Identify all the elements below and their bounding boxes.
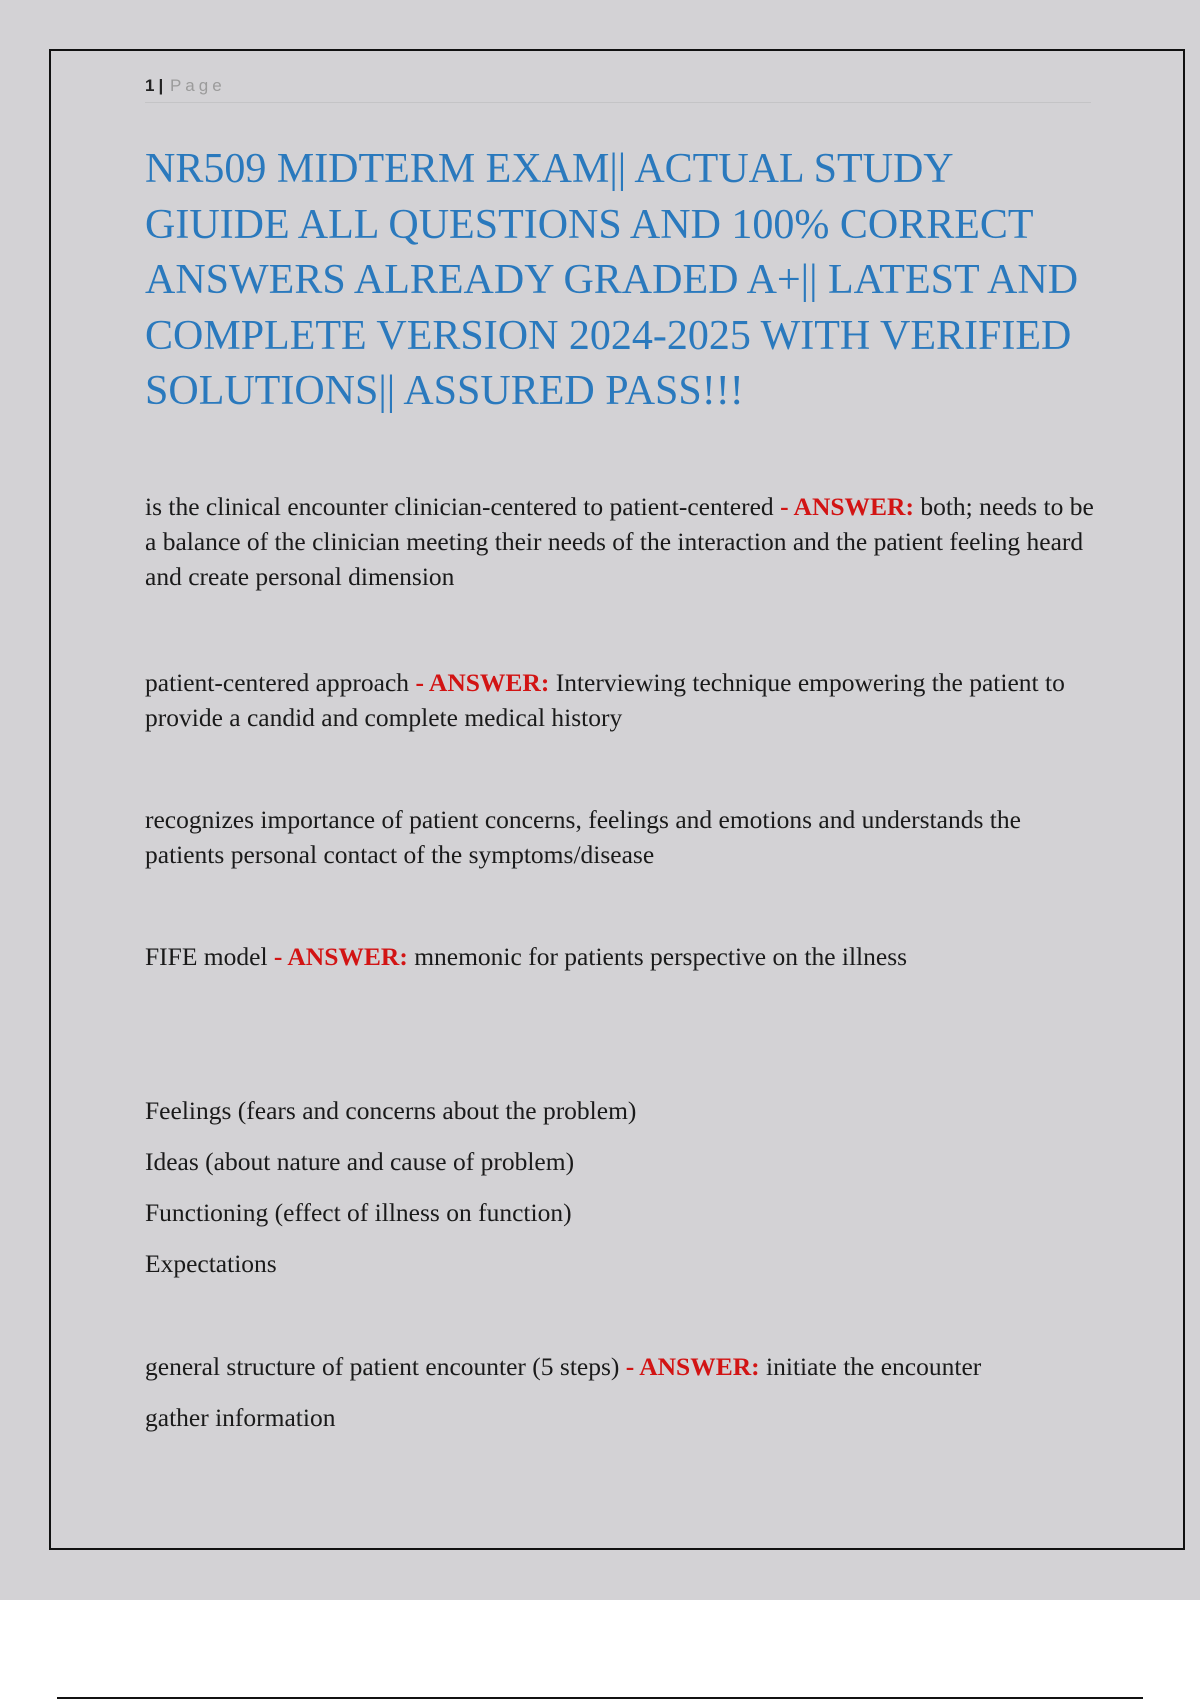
qa-item-1 — [145, 489, 1105, 594]
qa-item-4 — [145, 939, 1105, 974]
fife-list-item: Expectations — [145, 1249, 277, 1278]
answer-text: mnemonic for patients perspective on the illness — [414, 942, 908, 971]
qa-item-5 — [145, 1349, 1105, 1384]
answer-text: initiate the encounter — [766, 1352, 982, 1381]
page-separator: | — [158, 76, 164, 95]
fife-list-item: Ideas (about nature and cause of problem) — [145, 1147, 575, 1176]
page-header — [145, 74, 1091, 103]
page-label: Page — [169, 76, 226, 95]
page-number: 1 — [145, 76, 155, 95]
question-text: is the clinical encounter clinician-centered to patient-centered — [145, 492, 774, 521]
next-page-border — [57, 1697, 1143, 1699]
answer-label: - ANSWER: — [780, 492, 914, 521]
statement-text: recognizes importance of patient concerns, feelings and emotions and understands the patients personal contact of the symptoms/disease — [145, 805, 1021, 869]
answer-label: - ANSWER: — [625, 1352, 760, 1381]
answer-label: - ANSWER: — [273, 942, 408, 971]
question-text: FIFE model — [145, 942, 268, 971]
question-text: general structure of patient encounter (5 steps) — [145, 1352, 620, 1381]
qa-item-3 — [145, 802, 1105, 872]
answer-continuation: gather information — [145, 1403, 336, 1432]
document-title: NR509 MIDTERM EXAM|| ACTUAL STUDY GIUIDE ALL QUESTIONS AND 100% CORRECT ANSWERS ALREADY GRADED A+|| LATEST AND COMPLETE VERSION 2024-2025 WITH VERIFIED SOLUTIONS|| ASSURED PASS!!! — [145, 146, 1079, 414]
fife-list-item: Functioning (effect of illness on function) — [145, 1198, 572, 1227]
qa-item-2 — [145, 665, 1105, 735]
answer-text: Interviewing technique empowering the patient to provide a candid and complete medical history — [145, 668, 1065, 732]
answer-text: both; needs to be a balance of the clinician meeting their needs of the interaction and the patient feeling heard and create personal dimension — [145, 492, 1094, 591]
fife-list-item: Feelings (fears and concerns about the problem) — [145, 1096, 637, 1125]
answer-label: - ANSWER: — [415, 668, 550, 697]
question-text: patient-centered approach — [145, 668, 410, 697]
